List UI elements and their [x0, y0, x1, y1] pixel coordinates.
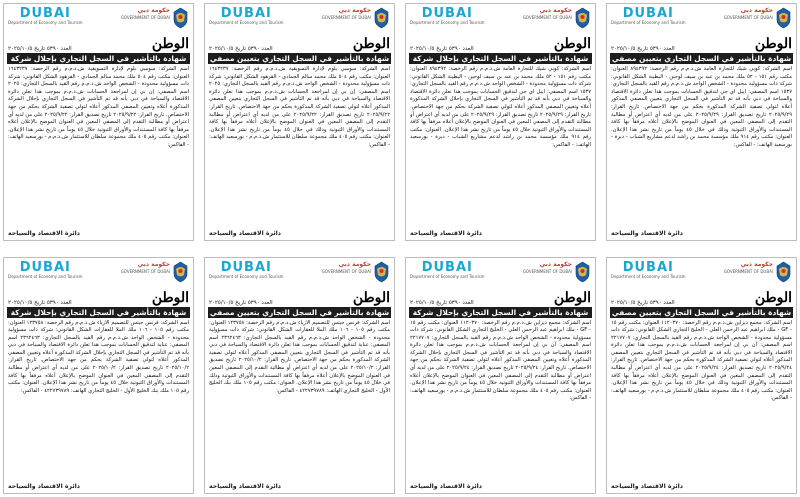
- government-of-dubai-logo: [121, 7, 189, 29]
- dubai-det-logo: [611, 261, 686, 279]
- dubai-logo-text: DUBAI: [622, 6, 674, 21]
- gov-logo-text: حكومة دبي: [137, 7, 170, 14]
- dubai-government-emblem-icon: [172, 7, 189, 29]
- ad-headline: شهادة بالتأشير في السجل التجاري بإحلال شركة: [409, 307, 592, 318]
- ad-body: [611, 320, 792, 484]
- ad-headline: شهادة بالتأشير في السجل التجاري بتعيين مصفي: [209, 307, 390, 317]
- issue-date: العدد ٥٣٩٠ تاريخ ٢٠٢٥/١٠/٥: [8, 46, 72, 52]
- dubai-government-emblem-icon: [775, 261, 792, 283]
- gov-logo-text: حكومة دبي: [539, 260, 572, 268]
- publication-row: [410, 291, 591, 306]
- publication-row: [8, 291, 189, 306]
- dubai-logo-subtitle: Department of Economy and Tourism: [8, 273, 83, 279]
- gov-logo-text: حكومة دبي: [338, 7, 371, 14]
- ad-footer: دائرة الاقتصاد والسياحة: [209, 483, 281, 490]
- gov-logo-text: حكومة دبي: [338, 260, 371, 268]
- government-of-dubai-logo: [322, 7, 390, 29]
- ad-footer: دائرة الاقتصاد والسياحة: [410, 229, 482, 237]
- government-of-dubai-logo: [724, 261, 792, 283]
- ad-body-text: اسم الشركة: فرنس جيتس للتصميم الأزياء ش.ذ.م.م رقم الرخصة: ١٢٣٧٥٨ العنوان: مكتب رقم ١٠٥ - ١٠٦ ملك الملا للعقارات الشكل القانوني: شركة ذات مسؤولية محدودة - الشخص الواحد ش.ذ.م.م رقم القيد بالسجل التجاري: ٢٣٦٢٤٦٣ اسم المصفي: عناية لتدقيق الحسابات بموجب هذا تعلن دائرة الاقتصاد والسياحة في دبي بأنه قد تم التأشير في السجل التجاري بتعيين المصفي المذكور أعلاه لتولي تصفية الشركة المذكورة بحكم من جهة الاختصاص. تاريخ القرار: ٢٠٢٥/١٠/٢ تاريخ تصديق القرار: ٢٠٢٥/١٠/٢ على من لديه أي اعتراض أو مطالبة التقدم إلى المصفي المعين في العنوان الموضح بالإعلان أعلاه مرفقاً بها كافة المستندات والأوراق الثبوتية وذلك في خلال ٤٥ يوماً من تاريخ نشر هذا الإعلان. العنوان: مكتب رقم ١٠٥ ملك بنك الخليج الأول - الخليج التجاري الهاتف: ٤٢٢٧٣٩٧٨٩ - الفاكس:: [209, 319, 390, 394]
- issue-date: العدد ٥٣٩٠ تاريخ ٢٠٢٥/١٠/٥: [8, 299, 72, 306]
- ad-body-text: اسم الشركة: مجمع ديزاين ش.ذ.م.م رقم الرخصة: ١١٢٠٣٧٠ العنوان: مكتب رقم ١٥ - GF - ملك ابراهيم عبد الرحمن العلي - الخليج التجاري الشكل القانوني: شركة ذات مسؤولية محدودة - الشخص الواحد ش.ذ.م.م رقم القيد بالسجل التجاري: ٢٢١٧٧٠٧ اسم المصفي: آن بي إن لمراجعة الحسابات ش.ذ.م.م بموجب هذا تعلن دائرة الاقتصاد والسياحة في دبي بأنه قد تم التأشير في السجل التجاري بتعيين المصفي المذكور أعلاه لتولي تصفية الشركة المذكورة بحكم من جهة الاختصاص. تاريخ القرار: ٢٠٢٥/٩/٢٤ تاريخ تصديق القرار: ٢٠٢٥/٩/٢٤ على من لديه أي اعتراض أو مطالبة التقدم إلى المصفي المعين في العنوان الموضح بالإعلان أعلاه مرفقاً بها كافة المستندات والأوراق الثبوتية وذلك في خلال ٤٥ يوماً من تاريخ نشر هذا الإعلان. العنوان: مكتب رقم ٤٠٥ ملك مجموعة سلطان للاستثمار ش.ذ.م.م - بورسعيد الهاتف: - الفاكس:: [611, 319, 792, 402]
- issue-date: العدد ٥٣٩٠ تاريخ ٢٠٢٥/١٠/٥: [611, 46, 675, 52]
- dubai-det-logo: [410, 7, 485, 25]
- logo-row: [8, 7, 189, 37]
- ad-card: [3, 257, 194, 495]
- gov-logo-subtitle: GOVERNMENT OF DUBAI: [321, 268, 371, 274]
- logo-row: [209, 261, 390, 291]
- dubai-logo-subtitle: Department of Economy and Tourism: [611, 273, 686, 279]
- government-of-dubai-logo: [724, 7, 792, 29]
- ad-headline: شهادة بالتأشير في السجل التجاري بإحلال شركة: [7, 53, 190, 64]
- dubai-logo-subtitle: Department of Economy and Tourism: [8, 20, 83, 25]
- dubai-logo-text: DUBAI: [19, 259, 71, 275]
- dubai-det-logo: [611, 7, 686, 25]
- ad-body: [209, 320, 390, 484]
- gov-logo-subtitle: GOVERNMENT OF DUBAI: [120, 268, 170, 274]
- newspaper-name: الوطن: [553, 289, 591, 306]
- ad-headline: شهادة بالتأشير في السجل التجاري بتعيين مصفي: [611, 54, 792, 63]
- ad-card: [405, 257, 596, 495]
- logo-row: [410, 7, 591, 37]
- dubai-government-emblem-icon: [775, 7, 792, 29]
- dubai-logo-subtitle: Department of Economy and Tourism: [209, 273, 284, 279]
- dubai-logo-text: DUBAI: [421, 259, 473, 275]
- ad-footer: دائرة الاقتصاد والسياحة: [611, 229, 683, 237]
- publication-row: [8, 37, 189, 52]
- gov-logo-text: حكومة دبي: [539, 7, 572, 14]
- gov-logo-subtitle: GOVERNMENT OF DUBAI: [723, 268, 773, 274]
- ad-headline: شهادة بالتأشير في السجل التجاري بإحلال شركة: [7, 307, 190, 318]
- publication-row: [611, 291, 792, 306]
- newspaper-name: الوطن: [151, 36, 189, 52]
- publication-row: [209, 291, 390, 306]
- ads-grid: [3, 3, 797, 494]
- logo-row: [209, 7, 390, 37]
- dubai-det-logo: [8, 261, 83, 279]
- logo-row: [8, 261, 189, 291]
- ad-footer: دائرة الاقتصاد والسياحة: [8, 229, 80, 237]
- issue-date: العدد ٥٣٩٠ تاريخ ٢٠٢٥/١٠/٥: [410, 46, 474, 52]
- newspaper-name: الوطن: [352, 289, 390, 306]
- issue-date: العدد ٥٣٩٠ تاريخ ٢٠٢٥/١٠/٥: [410, 299, 474, 306]
- dubai-government-emblem-icon: [574, 7, 591, 29]
- ad-card: [405, 3, 596, 241]
- ad-body-text: اسم الشركة: كوبي شيك للتجارة العامة ش.ذ.م.م رقم الرخصة: ٨٩٤٣٩٢ العنوان: مكتب رقم ١٥١ - ٥٢ ملك محمد بن عبد بن سيف لوحين - البطينة الشكل القانوني: شركة ذات مسؤولية محدودة - الشخص الواحد ش.ذ.م.م رقم القيد بالسجل التجاري: ١٥٣٧ اسم المصفي: ايبل اي جي لتدقيق الحسابات بموجب هذا تعلن دائرة الاقتصاد والسياحة في دبي بأنه قد تم التأشير في السجل التجاري بتعيين المصفي المذكور أعلاه لتولي تصفية الشركة المذكورة بحكم من جهة الاختصاص. تاريخ القرار: ٢٠٢٥/٩/٢٩ تاريخ تصديق القرار: ٢٠٢٥/٩/٢٩ على من لديه أي اعتراض أو مطالبة التقدم إلى المصفي المعين في العنوان الموضح بالإعلان أعلاه مرفقاً بها كافة المستندات والأوراق الثبوتية وذلك في خلال ٤٥ يوماً من تاريخ نشر هذا الإعلان. العنوان: مكتب رقم ٩١٤ ملك مؤسسة محمد بن راشد لدعم مشاريع الشباب - ديرة - بورسعيد الهاتف: - الفاكس:: [611, 66, 792, 148]
- ad-body-text: اسم الشركة: فرنس جيتس للتصميم الأزياء ش.ذ.م.م رقم الرخصة: ١٢٣٧٥٨ العنوان: مكتب رقم ١٠٥ - ١٠٦ ملك الملا للعقارات الشكل القانوني: شركة ذات مسؤولية محدودة - الشخص الواحد ش.ذ.م.م رقم القيد بالسجل التجاري: ٢٣٦٢٤٦٣ اسم المصفي: عناية لتدقيق الحسابات بموجب هذا تعلن دائرة الاقتصاد والسياحة في دبي بأنه قد تم التأشير في السجل التجاري بإحلال الشركة المذكورة أعلاه وتعيين المصفي المذكور أعلاه لتولي تصفية الشركة بحكم من جهة الاختصاص. تاريخ القرار: ٢٠٢٥/١٠/٢ تاريخ تصديق القرار: ٢٠٢٥/١٠/٢ على من لديه أي اعتراض أو مطالبة التقدم إلى المصفي المعين في العنوان الموضح بالإعلان أعلاه مرفقاً بها كافة المستندات والأوراق الثبوتية خلال ٤٥ يوماً من تاريخ نشر هذا الإعلان. العنوان: مكتب رقم ١٠٥ ملك بنك الخليج الأول - الخليج التجاري الهاتف: ٤٢٢٧٣٩٧٨٩ - الفاكس:: [8, 319, 189, 394]
- publication-row: [410, 37, 591, 52]
- issue-date: العدد ٥٣٩٠ تاريخ ٢٠٢٥/١٠/٥: [209, 299, 273, 306]
- government-of-dubai-logo: [322, 261, 390, 283]
- dubai-logo-text: DUBAI: [220, 259, 272, 275]
- dubai-logo-subtitle: Department of Economy and Tourism: [410, 273, 485, 279]
- gov-logo-text: حكومة دبي: [740, 260, 773, 268]
- ad-body-text: اسم الشركة: كوبي شيك للتجارة العامة ش.ذ.م.م رقم الرخصة: ٨٩٤٣٩٢ العنوان: مكتب رقم ١٥١ - ٥٢ ملك محمد بن عبد بن سيف لوحين - البطينة الشكل القانوني: شركة ذات مسؤولية محدودة - الشخص الواحد ش.ذ.م.م رقم القيد بالسجل التجاري: ١٥٣٧ اسم المصفي: ايبل اي جي لتدقيق الحسابات بموجب هذا تعلن دائرة الاقتصاد والسياحة في دبي بأنه قد تم التأشير في السجل التجاري بإحلال الشركة المذكورة أعلاه وتعيين المصفي المذكور أعلاه لتولي تصفية الشركة بحكم من جهة الاختصاص. تاريخ القرار: ٢٠٢٥/٩/٢٩ تاريخ تصديق القرار: ٢٠٢٥/٩/٢٩ على من لديه أي اعتراض أو مطالبة التقدم إلى المصفي المعين في العنوان الموضح بالإعلان أعلاه مرفقاً بها كافة المستندات والأوراق الثبوتية خلال ٤٥ يوماً من تاريخ نشر هذا الإعلان. العنوان: مكتب رقم ٩١٤ ملك مؤسسة محمد بن راشد لدعم مشاريع الشباب - ديرة - بورسعيد الهاتف: - الفاكس:: [410, 66, 591, 148]
- newspaper-name: الوطن: [151, 289, 189, 306]
- dubai-det-logo: [410, 261, 485, 279]
- dubai-logo-text: DUBAI: [622, 259, 674, 275]
- dubai-government-emblem-icon: [373, 7, 390, 29]
- gov-logo-subtitle: GOVERNMENT OF DUBAI: [522, 268, 572, 274]
- ad-body-text: اسم الشركة: سومبي بلوم لإدارة التسويقية ش.ذ.م.م رقم الرخصة: ١٦٤٣٢٣٧ العنوان: مكتب رقم ٥٠٤ ملك محمد سالم الحمادي - القرهود الشكل القانوني: شركة ذات مسؤولية محدودة - الشخص الواحد ش.ذ.م.م رقم القيد بالسجل التجاري: ٢٠٢٥ اسم المصفي: إن بي إن لمراجعة الحسابات ش.ذ.م.م بموجب هذا تعلن دائرة الاقتصاد والسياحة في دبي بأنه قد تم التأشير في السجل التجاري بإحلال الشركة المذكورة أعلاه وتعيين المصفي المذكور أعلاه لتولي تصفية الشركة بحكم من جهة الاختصاص. تاريخ القرار: ٢٠٢٥/٩/٢٢ تاريخ تصديق القرار: ٢٠٢٥/٩/٢٢ على من لديه أي اعتراض أو مطالبة التقدم إلى المصفي المعين في العنوان الموضح بالإعلان أعلاه مرفقاً بها كافة المستندات والأوراق الثبوتية خلال ٤٥ يوماً من تاريخ نشر هذا الإعلان. العنوان: مكتب رقم ٤٠٥ ملك مجموعة سلطان للاستثمار ش.ذ.م.م - بورسعيد الهاتف: - الفاكس:: [8, 66, 189, 148]
- dubai-logo-subtitle: Department of Economy and Tourism: [611, 20, 686, 25]
- government-of-dubai-logo: [523, 261, 591, 283]
- publication-row: [611, 37, 792, 52]
- newspaper-name: الوطن: [352, 36, 390, 52]
- dubai-logo-subtitle: Department of Economy and Tourism: [410, 20, 485, 25]
- ad-body: [410, 66, 591, 230]
- logo-row: [611, 7, 792, 37]
- gov-logo-text: حكومة دبي: [740, 7, 773, 14]
- ad-card: [606, 3, 797, 241]
- ad-body: [8, 66, 189, 230]
- gov-logo-subtitle: GOVERNMENT OF DUBAI: [522, 15, 572, 20]
- logo-row: [410, 261, 591, 291]
- gov-logo-subtitle: GOVERNMENT OF DUBAI: [120, 15, 170, 20]
- ad-card: [3, 3, 194, 241]
- government-of-dubai-logo: [121, 261, 189, 283]
- dubai-logo-text: DUBAI: [220, 6, 272, 21]
- issue-date: العدد ٥٣٩٠ تاريخ ٢٠٢٥/١٠/٥: [209, 46, 273, 52]
- ad-footer: دائرة الاقتصاد والسياحة: [611, 483, 683, 490]
- ad-body-text: اسم الشركة: سومبي بلوم لإدارة التسويقية ش.ذ.م.م رقم الرخصة: ١٦٤٣٢٣٧ العنوان: مكتب رقم ٥٠٤ ملك محمد سالم الحمادي - القرهود الشكل القانوني: شركة ذات مسؤولية محدودة - الشخص الواحد ش.ذ.م.م رقم القيد بالسجل التجاري: ٢٠٢٥ اسم المصفي: إن بي إن لمراجعة الحسابات ش.ذ.م.م بموجب هذا تعلن دائرة الاقتصاد والسياحة في دبي بأنه قد تم التأشير في السجل التجاري بتعيين المصفي المذكور أعلاه لتولي تصفية الشركة المذكورة بحكم من جهة الاختصاص. تاريخ القرار: ٢٠٢٥/٩/٢٢ تاريخ تصديق القرار: ٢٠٢٥/٩/٢٢ على من لديه أي اعتراض أو مطالبة التقدم إلى المصفي المعين في العنوان الموضح بالإعلان أعلاه مرفقاً بها كافة المستندات والأوراق الثبوتية وذلك في خلال ٤٥ يوماً من تاريخ نشر هذا الإعلان. العنوان: مكتب رقم ٤٠٥ ملك مجموعة سلطان للاستثمار ش.ذ.م.م - بورسعيد الهاتف: - الفاكس:: [209, 66, 390, 148]
- dubai-det-logo: [209, 7, 284, 25]
- ad-card: [204, 3, 395, 241]
- newspaper-name: الوطن: [553, 36, 591, 52]
- dubai-logo-text: DUBAI: [19, 6, 71, 21]
- dubai-det-logo: [209, 261, 284, 279]
- ad-headline: شهادة بالتأشير في السجل التجاري بتعيين مصفي: [611, 307, 792, 317]
- ad-footer: دائرة الاقتصاد والسياحة: [8, 483, 80, 490]
- issue-date: العدد ٥٣٩٠ تاريخ ٢٠٢٥/١٠/٥: [611, 299, 675, 306]
- ad-footer: دائرة الاقتصاد والسياحة: [410, 483, 482, 490]
- ad-body: [8, 320, 189, 484]
- dubai-logo-subtitle: Department of Economy and Tourism: [209, 20, 284, 25]
- ad-body-text: اسم الشركة: مجمع ديزاين ش.ذ.م.م رقم الرخصة: ١١٢٠٣٧٠ العنوان: مكتب رقم ١٥ - GF - ملك ابراهيم عبد الرحمن العلي - الخليج التجاري الشكل القانوني: شركة ذات مسؤولية محدودة - الشخص الواحد ش.ذ.م.م رقم القيد بالسجل التجاري: ٢٢١٧٧٠٧ اسم المصفي: آن بي إن لمراجعة الحسابات ش.ذ.م.م بموجب هذا تعلن دائرة الاقتصاد والسياحة في دبي بأنه قد تم التأشير في السجل التجاري بإحلال الشركة المذكورة أعلاه وتعيين المصفي المذكور أعلاه لتولي تصفية الشركة بحكم من جهة الاختصاص. تاريخ القرار: ٢٠٢٥/٩/٢٤ تاريخ تصديق القرار: ٢٠٢٥/٩/٢٤ على من لديه أي اعتراض أو مطالبة التقدم إلى المصفي المعين في العنوان الموضح بالإعلان أعلاه مرفقاً بها كافة المستندات والأوراق الثبوتية خلال ٤٥ يوماً من تاريخ نشر هذا الإعلان. العنوان: مكتب رقم ٤٠٥ ملك مجموعة سلطان للاستثمار ش.ذ.م.م - بورسعيد الهاتف: - الفاكس:: [410, 319, 591, 402]
- gov-logo-subtitle: GOVERNMENT OF DUBAI: [321, 15, 371, 20]
- ad-card: [606, 257, 797, 495]
- gov-logo-subtitle: GOVERNMENT OF DUBAI: [723, 15, 773, 20]
- ad-card: [204, 257, 395, 495]
- dubai-det-logo: [8, 7, 83, 25]
- logo-row: [611, 261, 792, 291]
- dubai-government-emblem-icon: [574, 261, 591, 283]
- newspaper-name: الوطن: [754, 36, 792, 52]
- ad-body: [209, 66, 390, 230]
- newspaper-name: الوطن: [754, 289, 792, 306]
- ad-body: [611, 66, 792, 230]
- government-of-dubai-logo: [523, 7, 591, 29]
- ad-footer: دائرة الاقتصاد والسياحة: [209, 229, 281, 237]
- ad-headline: شهادة بالتأشير في السجل التجاري بإحلال شركة: [409, 53, 592, 64]
- dubai-government-emblem-icon: [373, 261, 390, 283]
- gov-logo-text: حكومة دبي: [137, 260, 170, 268]
- dubai-government-emblem-icon: [172, 261, 189, 283]
- ad-headline: شهادة بالتأشير في السجل التجاري بتعيين مصفي: [209, 54, 390, 63]
- ad-body: [410, 320, 591, 484]
- publication-row: [209, 37, 390, 52]
- dubai-logo-text: DUBAI: [421, 6, 473, 21]
